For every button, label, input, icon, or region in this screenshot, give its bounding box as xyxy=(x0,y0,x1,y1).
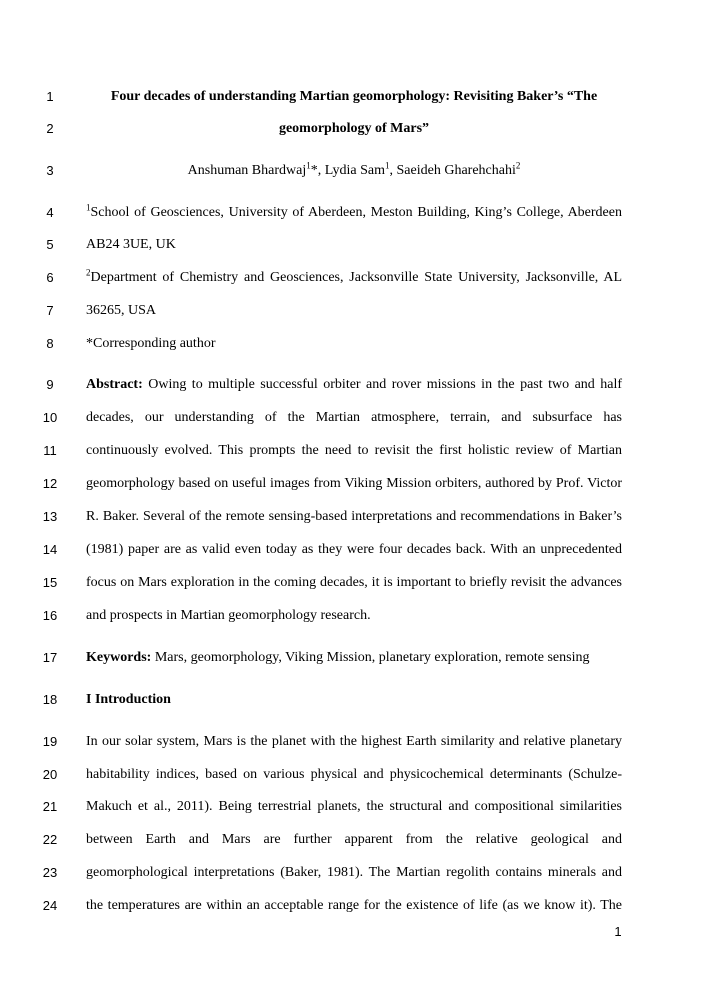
affiliation-marker: 2 xyxy=(515,160,521,171)
line-number: 18 xyxy=(42,692,58,707)
line-number: 5 xyxy=(46,237,54,252)
affiliation-text: School of Geosciences, University of Aberdeen, Meston Building, King’s College, Aberdeen xyxy=(90,205,622,220)
line-number: 9 xyxy=(46,377,54,392)
line-number: 21 xyxy=(42,799,58,814)
body-line: habitability indices, based on various physical and physicochemical determinants (Schulze- xyxy=(86,767,622,782)
affiliation-marker: 2 xyxy=(86,267,91,278)
line-number: 16 xyxy=(42,608,58,623)
author-separator: *, xyxy=(310,163,325,178)
author-separator: , xyxy=(389,163,397,178)
affiliation-1 xyxy=(86,204,622,221)
affiliation-text: Department of Chemistry and Geosciences, Jacksonville State University, Jacksonville, AL xyxy=(90,270,622,285)
line-number: 10 xyxy=(42,410,58,425)
author-name: Saeideh Gharehchahi xyxy=(396,163,516,178)
abstract-line: decades, our understanding of the Martian atmosphere, terrain, and subsurface has xyxy=(86,410,622,425)
abstract-line: continuously evolved. This prompts the need to revisit the first holistic review of Martian xyxy=(86,443,622,458)
affiliation-2 xyxy=(86,269,622,286)
abstract-line: geomorphology based on useful images from Viking Mission orbiters, authored by Prof. Victor xyxy=(86,476,622,491)
abstract-line: and prospects in Martian geomorphology research. xyxy=(86,608,371,623)
line-number: 8 xyxy=(46,336,54,351)
affiliation-1-line-2: AB24 3UE, UK xyxy=(86,237,176,252)
line-number: 20 xyxy=(42,767,58,782)
line-number: 24 xyxy=(42,898,58,913)
line-number: 19 xyxy=(42,734,58,749)
author-name: Lydia Sam xyxy=(324,163,386,178)
abstract-line: (1981) paper are as valid even today as they were four decades back. With an unprecedented xyxy=(86,542,622,557)
body-line: between Earth and Mars are further apparent from the relative geological and xyxy=(86,832,622,847)
affiliation-marker: 1 xyxy=(306,160,311,171)
line-number: 7 xyxy=(46,303,54,318)
keywords-label: Keywords: xyxy=(86,650,152,665)
keywords-text: Mars, geomorphology, Viking Mission, planetary exploration, remote sensing xyxy=(154,650,590,665)
line-number: 13 xyxy=(42,509,58,524)
line-number: 6 xyxy=(46,270,54,285)
section-heading: I Introduction xyxy=(86,692,171,707)
line-number: 14 xyxy=(42,542,58,557)
line-number: 11 xyxy=(43,443,57,458)
page-number: 1 xyxy=(614,924,622,939)
author-list xyxy=(86,162,622,179)
line-number: 15 xyxy=(42,575,58,590)
affiliation-marker: 1 xyxy=(385,160,390,171)
abstract-text: Owing to multiple successful orbiter and rover missions in the past two and half xyxy=(148,377,623,392)
corresponding-author-note: *Corresponding author xyxy=(86,336,216,351)
line-number: 12 xyxy=(42,476,58,491)
line-number: 22 xyxy=(42,832,58,847)
keywords xyxy=(86,649,622,666)
body-line: Makuch et al., 2011). Being terrestrial planets, the structural and compositional similarities xyxy=(86,799,622,814)
line-number: 4 xyxy=(46,205,54,220)
body-line: the temperatures are within an acceptable range for the existence of life (as we know it). The xyxy=(86,898,622,913)
paper-title-line-1: Four decades of understanding Martian geomorphology: Revisiting Baker’s “The xyxy=(110,89,598,104)
line-number: 3 xyxy=(46,163,54,178)
abstract-line: R. Baker. Several of the remote sensing-based interpretations and recommendations in Baker’s xyxy=(86,509,622,524)
author-name: Anshuman Bhardwaj xyxy=(187,163,307,178)
line-number: 23 xyxy=(42,865,58,880)
body-line: geomorphological interpretations (Baker, 1981). The Martian regolith contains minerals and xyxy=(86,865,622,880)
abstract-line xyxy=(86,376,622,393)
paper-title-line-2: geomorphology of Mars” xyxy=(278,121,430,136)
line-number: 2 xyxy=(46,121,54,136)
affiliation-2-line-2: 36265, USA xyxy=(86,303,157,318)
body-line: In our solar system, Mars is the planet with the highest Earth similarity and relative planetary xyxy=(86,734,622,749)
line-number: 1 xyxy=(46,89,54,104)
affiliation-marker: 1 xyxy=(86,202,91,213)
line-number: 17 xyxy=(42,650,58,665)
abstract-line: focus on Mars exploration in the coming decades, it is important to briefly revisit the advances xyxy=(86,575,622,590)
abstract-label: Abstract: xyxy=(86,377,143,392)
